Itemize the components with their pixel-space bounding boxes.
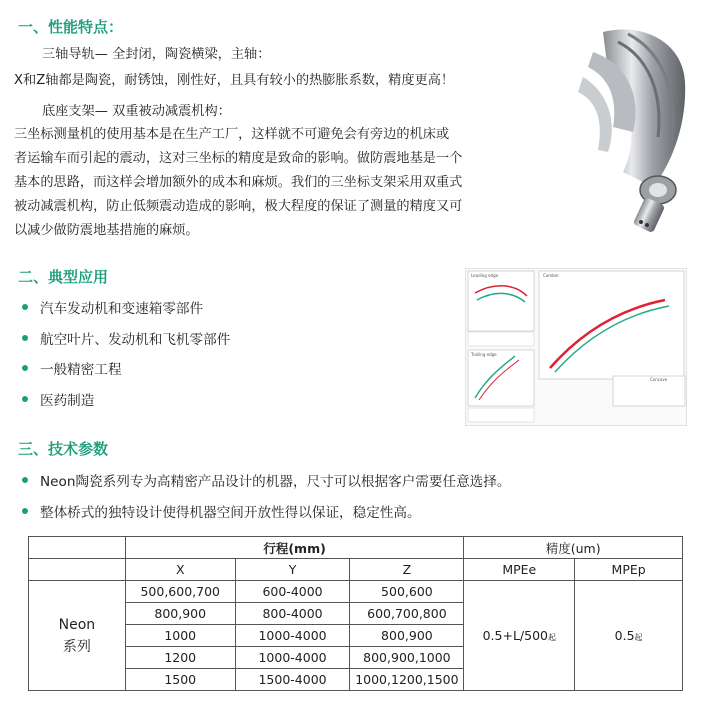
application-label: 航空叶片、发动机和飞机零部件 xyxy=(40,332,231,348)
paragraph-line: X和Z轴都是陶瓷，耐锈蚀，刚性好，且具有较小的热膨胀系数，精度更高！ xyxy=(14,73,455,88)
parameter-label: Neon陶瓷系列专为高精密产品设计的机器，尺寸可以根据客户需要任意选择。 xyxy=(40,474,511,490)
application-item xyxy=(22,358,122,378)
screw-rotor-image xyxy=(563,22,691,237)
application-item xyxy=(22,328,230,348)
bullet-dot xyxy=(22,335,28,341)
paragraph-line: 基本的思路，而这样会增加额外的成本和麻烦。我们的三坐标支架采用双重式 xyxy=(14,175,463,190)
table-cell: 600-4000 xyxy=(235,581,350,603)
table-cell: 600,700,800 xyxy=(350,603,464,625)
panel-title: Concave xyxy=(650,377,668,382)
bullet-dot xyxy=(22,304,28,310)
accuracy-header: 精度(um) xyxy=(464,537,683,559)
mpee-value: 0.5+L/500 xyxy=(482,628,548,643)
table-cell: 800-4000 xyxy=(235,603,350,625)
paragraph-line: 者运输车而引起的震动，这对三坐标的精度是致命的影响。做防震地基是一个 xyxy=(14,151,463,166)
column-header: MPEe xyxy=(464,559,575,581)
parameter-item xyxy=(22,501,421,521)
travel-header: 行程(mm) xyxy=(125,537,464,559)
column-header: MPEp xyxy=(575,559,683,581)
table-cell: 1000 xyxy=(125,625,235,647)
mpep-cell xyxy=(575,581,683,691)
application-label: 一般精密工程 xyxy=(40,362,122,378)
mpep-suffix: 起 xyxy=(634,633,643,642)
table-header-row xyxy=(29,537,683,559)
paragraph-line: 三轴导轨— 全封闭，陶瓷横梁，主轴： xyxy=(42,47,271,62)
table-cell: 800,900 xyxy=(350,625,464,647)
column-header: Z xyxy=(350,559,464,581)
column-header: X xyxy=(125,559,235,581)
mpee-cell xyxy=(464,581,575,691)
measurement-software-screenshot xyxy=(465,268,687,426)
application-item xyxy=(22,297,203,317)
paragraph-line: 底座支架— 双重被动减震机构： xyxy=(42,104,231,119)
table-row xyxy=(29,581,683,603)
mpep-value: 0.5 xyxy=(614,628,635,643)
spec-table xyxy=(28,536,683,691)
panel-title: Camber xyxy=(543,273,559,278)
paragraph-line: 被动减震机构，防止低频震动造成的影响，极大程度的保证了测量的精度又可 xyxy=(14,199,463,214)
table-corner-cell xyxy=(29,559,126,581)
parameter-item xyxy=(22,470,510,490)
panel-title: Leading edge xyxy=(471,273,499,278)
table-cell: 800,900,1000 xyxy=(350,647,464,669)
table-cell: 1000,1200,1500 xyxy=(350,669,464,691)
column-header: Y xyxy=(235,559,350,581)
paragraph-line: 以减少做防震地基措施的麻烦。 xyxy=(14,223,199,238)
bullet-dot xyxy=(22,477,28,483)
bullet-dot xyxy=(22,396,28,402)
table-corner-cell xyxy=(29,537,126,559)
application-item xyxy=(22,389,94,409)
table-cell: 1200 xyxy=(125,647,235,669)
table-cell: 1500 xyxy=(125,669,235,691)
series-cell xyxy=(29,581,126,691)
bullet-dot xyxy=(22,508,28,514)
paragraph-line: 三坐标测量机的使用基本是在生产工厂，这样就不可避免会有旁边的机床或 xyxy=(14,127,450,142)
parameter-label: 整体桥式的独特设计使得机器空间开放性得以保证，稳定性高。 xyxy=(40,505,421,521)
table-cell: 1500-4000 xyxy=(235,669,350,691)
section2-heading: 二、典型应用 xyxy=(18,268,109,286)
table-cell: 800,900 xyxy=(125,603,235,625)
series-suffix: 系列 xyxy=(62,638,91,655)
section1-heading: 一、性能特点： xyxy=(18,18,124,36)
table-cell: 500,600 xyxy=(350,581,464,603)
section3-heading: 三、技术参数 xyxy=(18,440,109,458)
table-cell: 1000-4000 xyxy=(235,625,350,647)
table-cell: 1000-4000 xyxy=(235,647,350,669)
application-label: 汽车发动机和变速箱零部件 xyxy=(40,301,204,317)
mpee-suffix: 起 xyxy=(547,633,556,642)
table-cell: 500,600,700 xyxy=(125,581,235,603)
table-subheader-row xyxy=(29,559,683,581)
panel-title: Trailing edge xyxy=(471,352,497,357)
application-label: 医药制造 xyxy=(40,393,95,409)
bullet-dot xyxy=(22,365,28,371)
series-name: Neon xyxy=(58,616,96,633)
